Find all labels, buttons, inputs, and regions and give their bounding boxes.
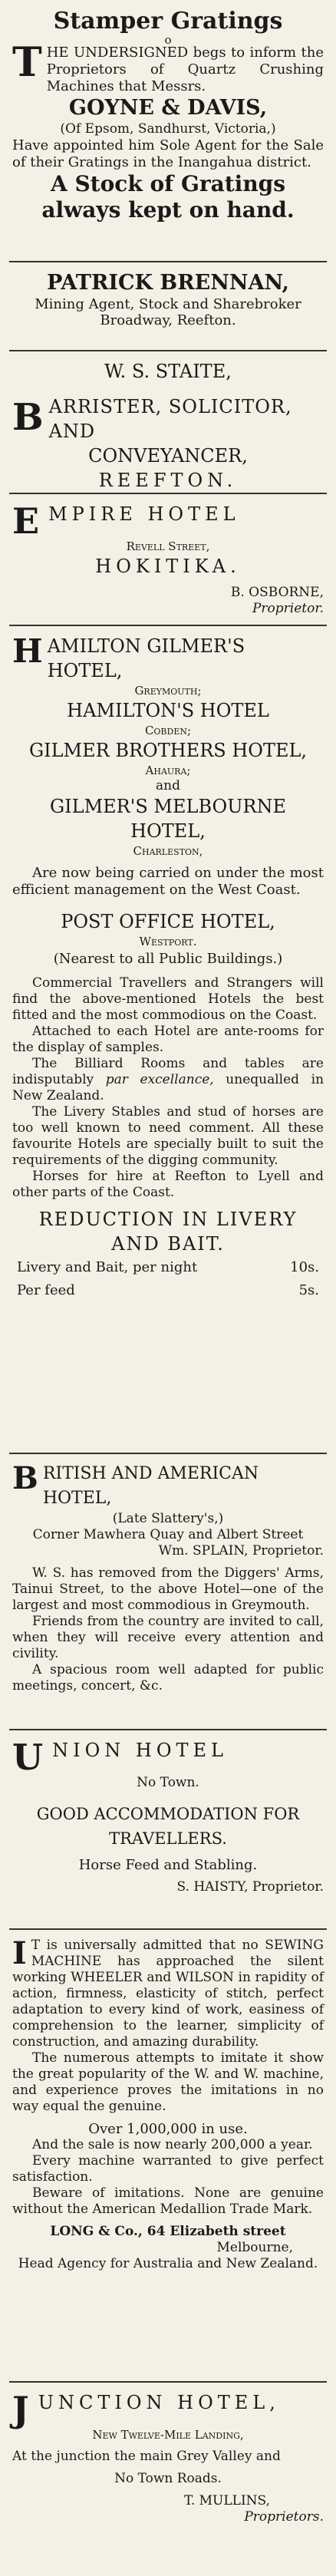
sewing-p1: I T is universally admitted that no SEWING MACHINE has approached the silent working WHEELER and WILSON in rapidity of action, firmness, elasticity of stitch, perfect adaptation to every kind of work, easiness of comprehension to the learner, simplicity of construction, and amazing durability. [12, 1935, 324, 2050]
empire-street: Revell Street, [126, 539, 210, 553]
empire-hotel-ad [9, 494, 327, 626]
sewing-p2: The numerous attempts to imitate it show the great popularity of the W. and W. machine, and experience proves the imitations in no way equal the genuine. [12, 2050, 324, 2114]
ad-title: Stamper Gratings [53, 8, 283, 35]
intro-text: THE UNDERSIGNED begs to inform the Proprietors of Quartz Crushing Machines that Messrs. [12, 39, 324, 94]
drop-cap: T [12, 39, 42, 86]
agent-name: PATRICK BRENNAN, [47, 271, 289, 295]
newspaper-column [9, 0, 327, 2576]
postoffice-title: POST OFFICE HOTEL, [61, 911, 275, 932]
gilmer-h4: GILMER'S MELBOURNE HOTEL, [49, 796, 287, 842]
gilmer-hotels-ad [9, 626, 327, 1454]
british-former: (Late Slattery's,) [112, 1511, 224, 1526]
british-corner: Corner Mawhera Quay and Albert Street [32, 1527, 304, 1542]
british-proprietor: Wm. SPLAIN, Proprietor. [158, 1543, 324, 1558]
gilmer-h3: GILMER BROTHERS HOTEL, [28, 740, 308, 761]
sewing-city: Melbourne, [216, 2240, 293, 2255]
junction-line2: At the junction the main Grey Valley and [12, 2449, 281, 2464]
firm-name: GOYNE & DAVIS, [68, 96, 268, 120]
postoffice-p1: Commercial Travellers and Strangers will find the above-mentioned Hotels the best fitted and the most commodious on the Coast. [12, 975, 324, 1023]
union-place: No Town. [137, 1775, 199, 1790]
gilmer-body: Are now being carried on under the most efficient management on the West Coast. [12, 865, 324, 898]
gilmer-h1: HAMILTON GILMER'S HOTEL, [12, 632, 245, 681]
postoffice-place: Westport. [139, 935, 197, 948]
sewing-p5: Every machine warranted to give perfect satisfaction. [12, 2153, 324, 2185]
agency-text: Have appointed him Sole Agent for the Sale of their Gratings in the Inangahua district. [12, 137, 324, 170]
junction-line1: New Twelve-Mile Landing, [92, 2428, 244, 2442]
junction-proprietor-role: Proprietors. [244, 2509, 324, 2525]
gilmer-h3-place: Ahaura; [145, 764, 191, 777]
sewing-agency: Head Agency for Australia and New Zealand. [18, 2256, 318, 2271]
gilmer-h2: HAMILTON'S HOTEL [67, 700, 269, 721]
sewing-machine-ad [9, 1930, 327, 2383]
empire-town: HOKITIKA. [95, 556, 241, 577]
union-good: GOOD ACCOMMODATION FOR TRAVELLERS. [36, 1805, 300, 1848]
empire-title: EMPIRE HOTEL [12, 500, 240, 542]
union-title: UNION HOTEL [12, 1737, 228, 1778]
reduction-heading: REDUCTION IN LIVERY AND BAIT. [38, 1209, 298, 1255]
sewing-firm: LONG & Co., 64 Elizabeth street [50, 2224, 286, 2239]
empire-proprietor-role: Proprietor. [252, 601, 324, 616]
british-american-ad [9, 1454, 327, 1730]
empire-proprietor: B. OSBORNE, [230, 585, 324, 600]
stock-notice: A Stock of Gratings always kept on hand. [41, 171, 295, 223]
british-p3: A spacious room well adapted for public meetings, concert, &c. [12, 1662, 324, 1694]
postoffice-p4: The Livery Stables and stud of horses are too well known to need comment. All these favourite Hotels are specially built to suit the requirements of the digging community. [12, 1104, 324, 1168]
gilmer-and: and [156, 778, 180, 793]
british-p1: W. S. has removed from the Diggers' Arms, Tainui Street, to the above Hotel—one of the largest and most commodious in Greymouth. [12, 1565, 324, 1613]
postoffice-near: (Nearest to all Public Buildings.) [53, 951, 283, 967]
postoffice-p2: Attached to each Hotel are ante-rooms for the display of samples. [12, 1024, 324, 1055]
barrister-title-2: CONVEYANCER, [88, 445, 248, 467]
agent-location: Broadway, Reefton. [100, 312, 236, 328]
brennan-ad [9, 262, 327, 351]
sewing-p6: Beware of imitations. None are genuine without the American Medallion Trade Mark. [12, 2185, 324, 2217]
agent-role: Mining Agent, Stock and Sharebroker [35, 296, 301, 312]
junction-title: JUNCTION HOTEL, [12, 2389, 280, 2430]
barrister-title: BARRISTER, SOLICITOR, AND [12, 396, 292, 442]
stamper-gratings-ad [9, 0, 327, 262]
junction-line3: No Town Roads. [114, 2471, 222, 2486]
gilmer-h4-place: Charleston, [133, 844, 203, 858]
rate-row-1: Livery and Bait, per night 10s. [17, 1259, 319, 1275]
sewing-p4: And the sale is now nearly 200,000 a year. [32, 2137, 313, 2152]
ornament: o [164, 33, 172, 47]
sewing-p3: Over 1,000,000 in use. [88, 2121, 248, 2137]
firm-address: (Of Epsom, Sandhurst, Victoria,) [60, 121, 276, 137]
gilmer-h1-place: Greymouth; [134, 684, 202, 698]
union-horse: Horse Feed and Stabling. [78, 1857, 258, 1873]
barrister-place: REEFTON. [98, 470, 238, 491]
union-hotel-ad [9, 1730, 327, 1930]
junction-proprietor: T. MULLINS, [184, 2493, 270, 2508]
union-proprietor: S. HAISTY, Proprietor. [176, 1879, 324, 1895]
barrister-name: W. S. STAITE, [104, 361, 232, 382]
british-title: BRITISH AND AMERICAN HOTEL, [12, 1460, 259, 1508]
postoffice-p5: Horses for hire at Reefton to Lyell and other parts of the Coast. [12, 1169, 324, 1200]
junction-hotel-ad [9, 2383, 327, 2576]
british-p2: Friends from the country are invited to call, when they will receive every attention and civility. [12, 1614, 324, 1661]
postoffice-p3: The Billiard Rooms and tables are indisputably par excellance, unequalled in New Zealand. [12, 1056, 324, 1103]
rate-row-2: Per feed 5s. [17, 1282, 319, 1298]
staite-ad [9, 351, 327, 494]
gilmer-h2-place: Cobden; [144, 724, 192, 737]
